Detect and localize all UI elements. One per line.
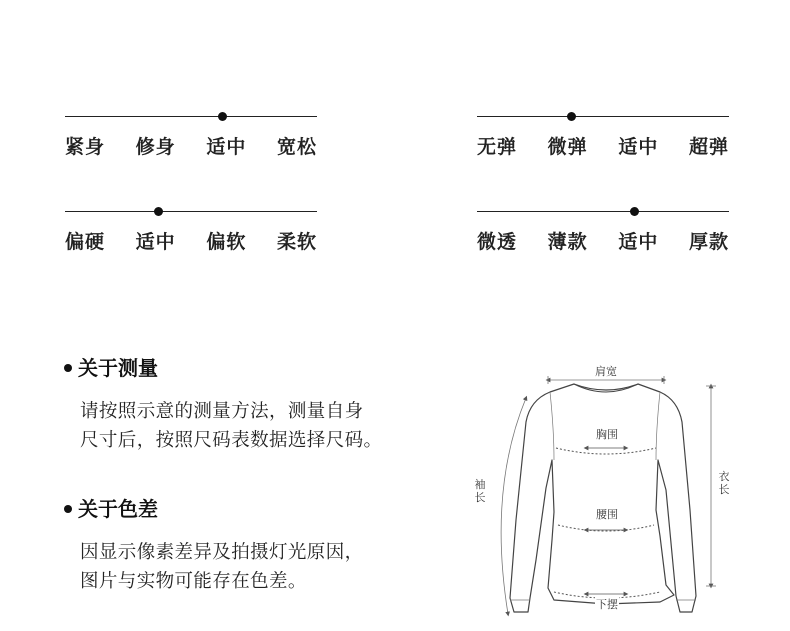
color-diff-line: 图片与实物可能存在色差。 [80, 571, 307, 592]
measure-line: 尺寸后，按照尺码表数据选择尺码。 [80, 430, 383, 451]
fit-scale-marker [218, 112, 227, 121]
fit-scale-label: 修身 [135, 136, 176, 158]
chest-label: 胸围 [596, 428, 618, 441]
softness-scale [65, 211, 317, 271]
fit-scale [65, 116, 317, 176]
thickness-scale-label: 适中 [618, 231, 659, 253]
measure-title: 关于测量 [78, 356, 158, 380]
elasticity-scale-marker [567, 112, 576, 121]
waist-label: 腰围 [596, 508, 618, 521]
thickness-scale-label: 厚款 [688, 231, 729, 253]
elasticity-scale-label: 适中 [618, 136, 659, 158]
elasticity-scale-label: 超弹 [688, 136, 729, 158]
color-diff-line: 因显示像素差异及拍摄灯光原因， [80, 542, 364, 563]
color-diff-text [80, 538, 364, 596]
elasticity-scale [477, 116, 729, 176]
thickness-scale [477, 211, 729, 271]
softness-scale-label: 适中 [135, 231, 176, 253]
thickness-scale-line [477, 211, 729, 212]
thickness-scale-marker [630, 207, 639, 216]
measure-heading [64, 352, 158, 381]
sleeve-length-label: 袖长 [474, 478, 486, 504]
elasticity-scale-line [477, 116, 729, 117]
color-diff-heading [64, 493, 158, 522]
fit-scale-label: 宽松 [276, 136, 317, 158]
shoulder-label: 肩宽 [595, 365, 617, 378]
fit-scale-label: 紧身 [65, 136, 106, 158]
thickness-scale-label: 微透 [477, 231, 518, 253]
thickness-scale-label: 薄款 [547, 231, 588, 253]
elasticity-scale-label: 微弹 [547, 136, 588, 158]
softness-scale-label: 柔软 [276, 231, 317, 253]
measure-text [80, 397, 382, 455]
softness-scale-line [65, 211, 317, 212]
body-length-label: 衣长 [718, 470, 730, 496]
softness-scale-marker [154, 207, 163, 216]
color-diff-title: 关于色差 [78, 497, 158, 521]
softness-scale-label: 偏软 [206, 231, 247, 253]
fit-scale-line [65, 116, 317, 117]
shirt-outline-icon [468, 360, 758, 631]
fit-scale-label: 适中 [206, 136, 247, 158]
hem-label: 下摆 [596, 598, 618, 611]
garment-diagram [468, 360, 758, 631]
bullet-icon [64, 364, 72, 372]
elasticity-scale-label: 无弹 [477, 136, 518, 158]
measure-line: 请按照示意的测量方法，测量自身 [80, 401, 364, 422]
bullet-icon [64, 505, 72, 513]
softness-scale-label: 偏硬 [65, 231, 106, 253]
